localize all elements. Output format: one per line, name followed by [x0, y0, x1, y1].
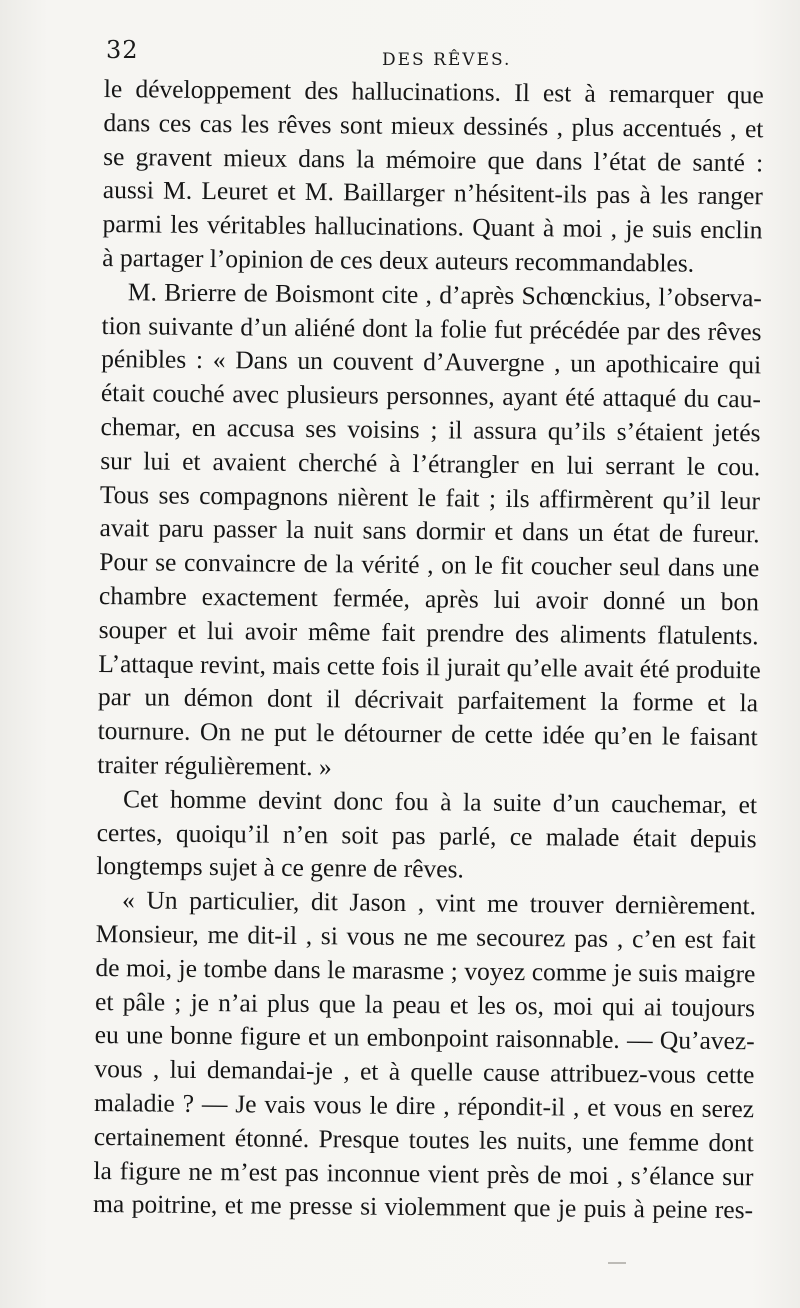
- text-line: Monsieur, me dit-il , si vous ne me secourez pas , c’en est fait: [95, 918, 756, 955]
- text-line: se gravent mieux dans la mémoire que dans l’état de santé :: [103, 141, 764, 177]
- body-text: [93, 72, 764, 1227]
- text-line: tournure. On ne put le détourner de cette idée qu’en le faisant: [97, 716, 758, 752]
- text-line: chambre exactement fermée, après lui avoir donné un bon: [98, 580, 760, 617]
- text-line: eu une bonne figure et un embonpoint raisonnable. — Qu’avez-: [94, 1020, 755, 1056]
- text-line: sur lui et avaient cherché à l’étrangler en lui serrant le cou.: [100, 445, 761, 482]
- text-line: le développement des hallucinations. Il est à remarquer que: [103, 73, 764, 110]
- text-line: Cet homme devint donc fou à la suite d’un cauchemar, et: [122, 783, 758, 820]
- text-line: « Un particulier, dit Jason , vint me trouver dernièrement.: [121, 885, 757, 921]
- text-line: M. Brierre de Boismont cite , d’après Schœnckius, l’observa-: [127, 277, 763, 313]
- text-line: avait paru passer la nuit sans dormir et dans un état de fureur.: [99, 513, 760, 549]
- text-line: certes, quoiqu’il n’en soit pas parlé, ce malade était depuis: [96, 817, 757, 853]
- text-line: et pâle ; je n’ai plus que la peau et les os, moi qui ai toujours: [94, 986, 756, 1022]
- text-line: par un démon dont il décrivait parfaitement la forme et la: [97, 682, 759, 718]
- text-line: maladie ? — Je vais vous le dire , répondit-il , et vous en serez: [93, 1087, 755, 1124]
- print-mark: [608, 1262, 626, 1264]
- text-line: Pour se convaincre de la vérité , on le fit coucher seul dans une: [99, 547, 760, 583]
- text-line: aussi M. Leuret et M. Baillarger n’hésitent-ils pas à les ranger: [102, 175, 763, 211]
- text-line: était couché avec plusieurs personnes, ayant été attaqué du cau-: [100, 378, 762, 414]
- text-line: tion suivante d’un aliéné dont la folie fut précédée par des rêves: [101, 310, 762, 346]
- text-line: à partager l’opinion de ces deux auteurs recommandables.: [102, 242, 695, 278]
- text-line: certainement étonné. Presque toutes les nuits, une femme dont: [93, 1121, 754, 1157]
- text-line: chemar, en accusa ses voisins ; il assura qu’ils s’étaient jetés: [100, 411, 761, 448]
- text-line: de moi, je tombe dans le marasme ; voyez comme je suis maigre: [95, 952, 756, 989]
- page-number: 32: [106, 36, 139, 64]
- text-line: vous , lui demandai-je , et à quelle cause attribuez-vous cette: [94, 1054, 755, 1090]
- text-line: longtemps sujet à ce genre de rêves.: [96, 851, 464, 884]
- text-line: Tous ses compagnons nièrent le fait ; ils affirmèrent qu’il leur: [99, 479, 761, 515]
- running-header: [106, 34, 768, 74]
- text-line: L’attaque revint, mais cette fois il jurait qu’elle avait été produite: [98, 648, 761, 684]
- text-line: dans ces cas les rêves sont mieux dessinés , plus accentués , et: [103, 107, 764, 144]
- text-line: parmi les véritables hallucinations. Quant à moi , je suis enclin: [102, 209, 763, 245]
- text-line: pénibles : « Dans un couvent d’Auvergne , un apothicaire qui: [101, 344, 762, 380]
- text-line: ma poitrine, et me presse si violemment que je puis à peine res-: [92, 1189, 754, 1225]
- text-line: traiter régulièrement. »: [97, 749, 332, 782]
- running-title: DES RÊVES.: [382, 50, 512, 70]
- text-line: la figure ne m’est pas inconnue vient près de moi , s’élance sur: [93, 1155, 754, 1191]
- text-line: souper et lui avoir même fait prendre des aliments flatulents.: [98, 614, 759, 651]
